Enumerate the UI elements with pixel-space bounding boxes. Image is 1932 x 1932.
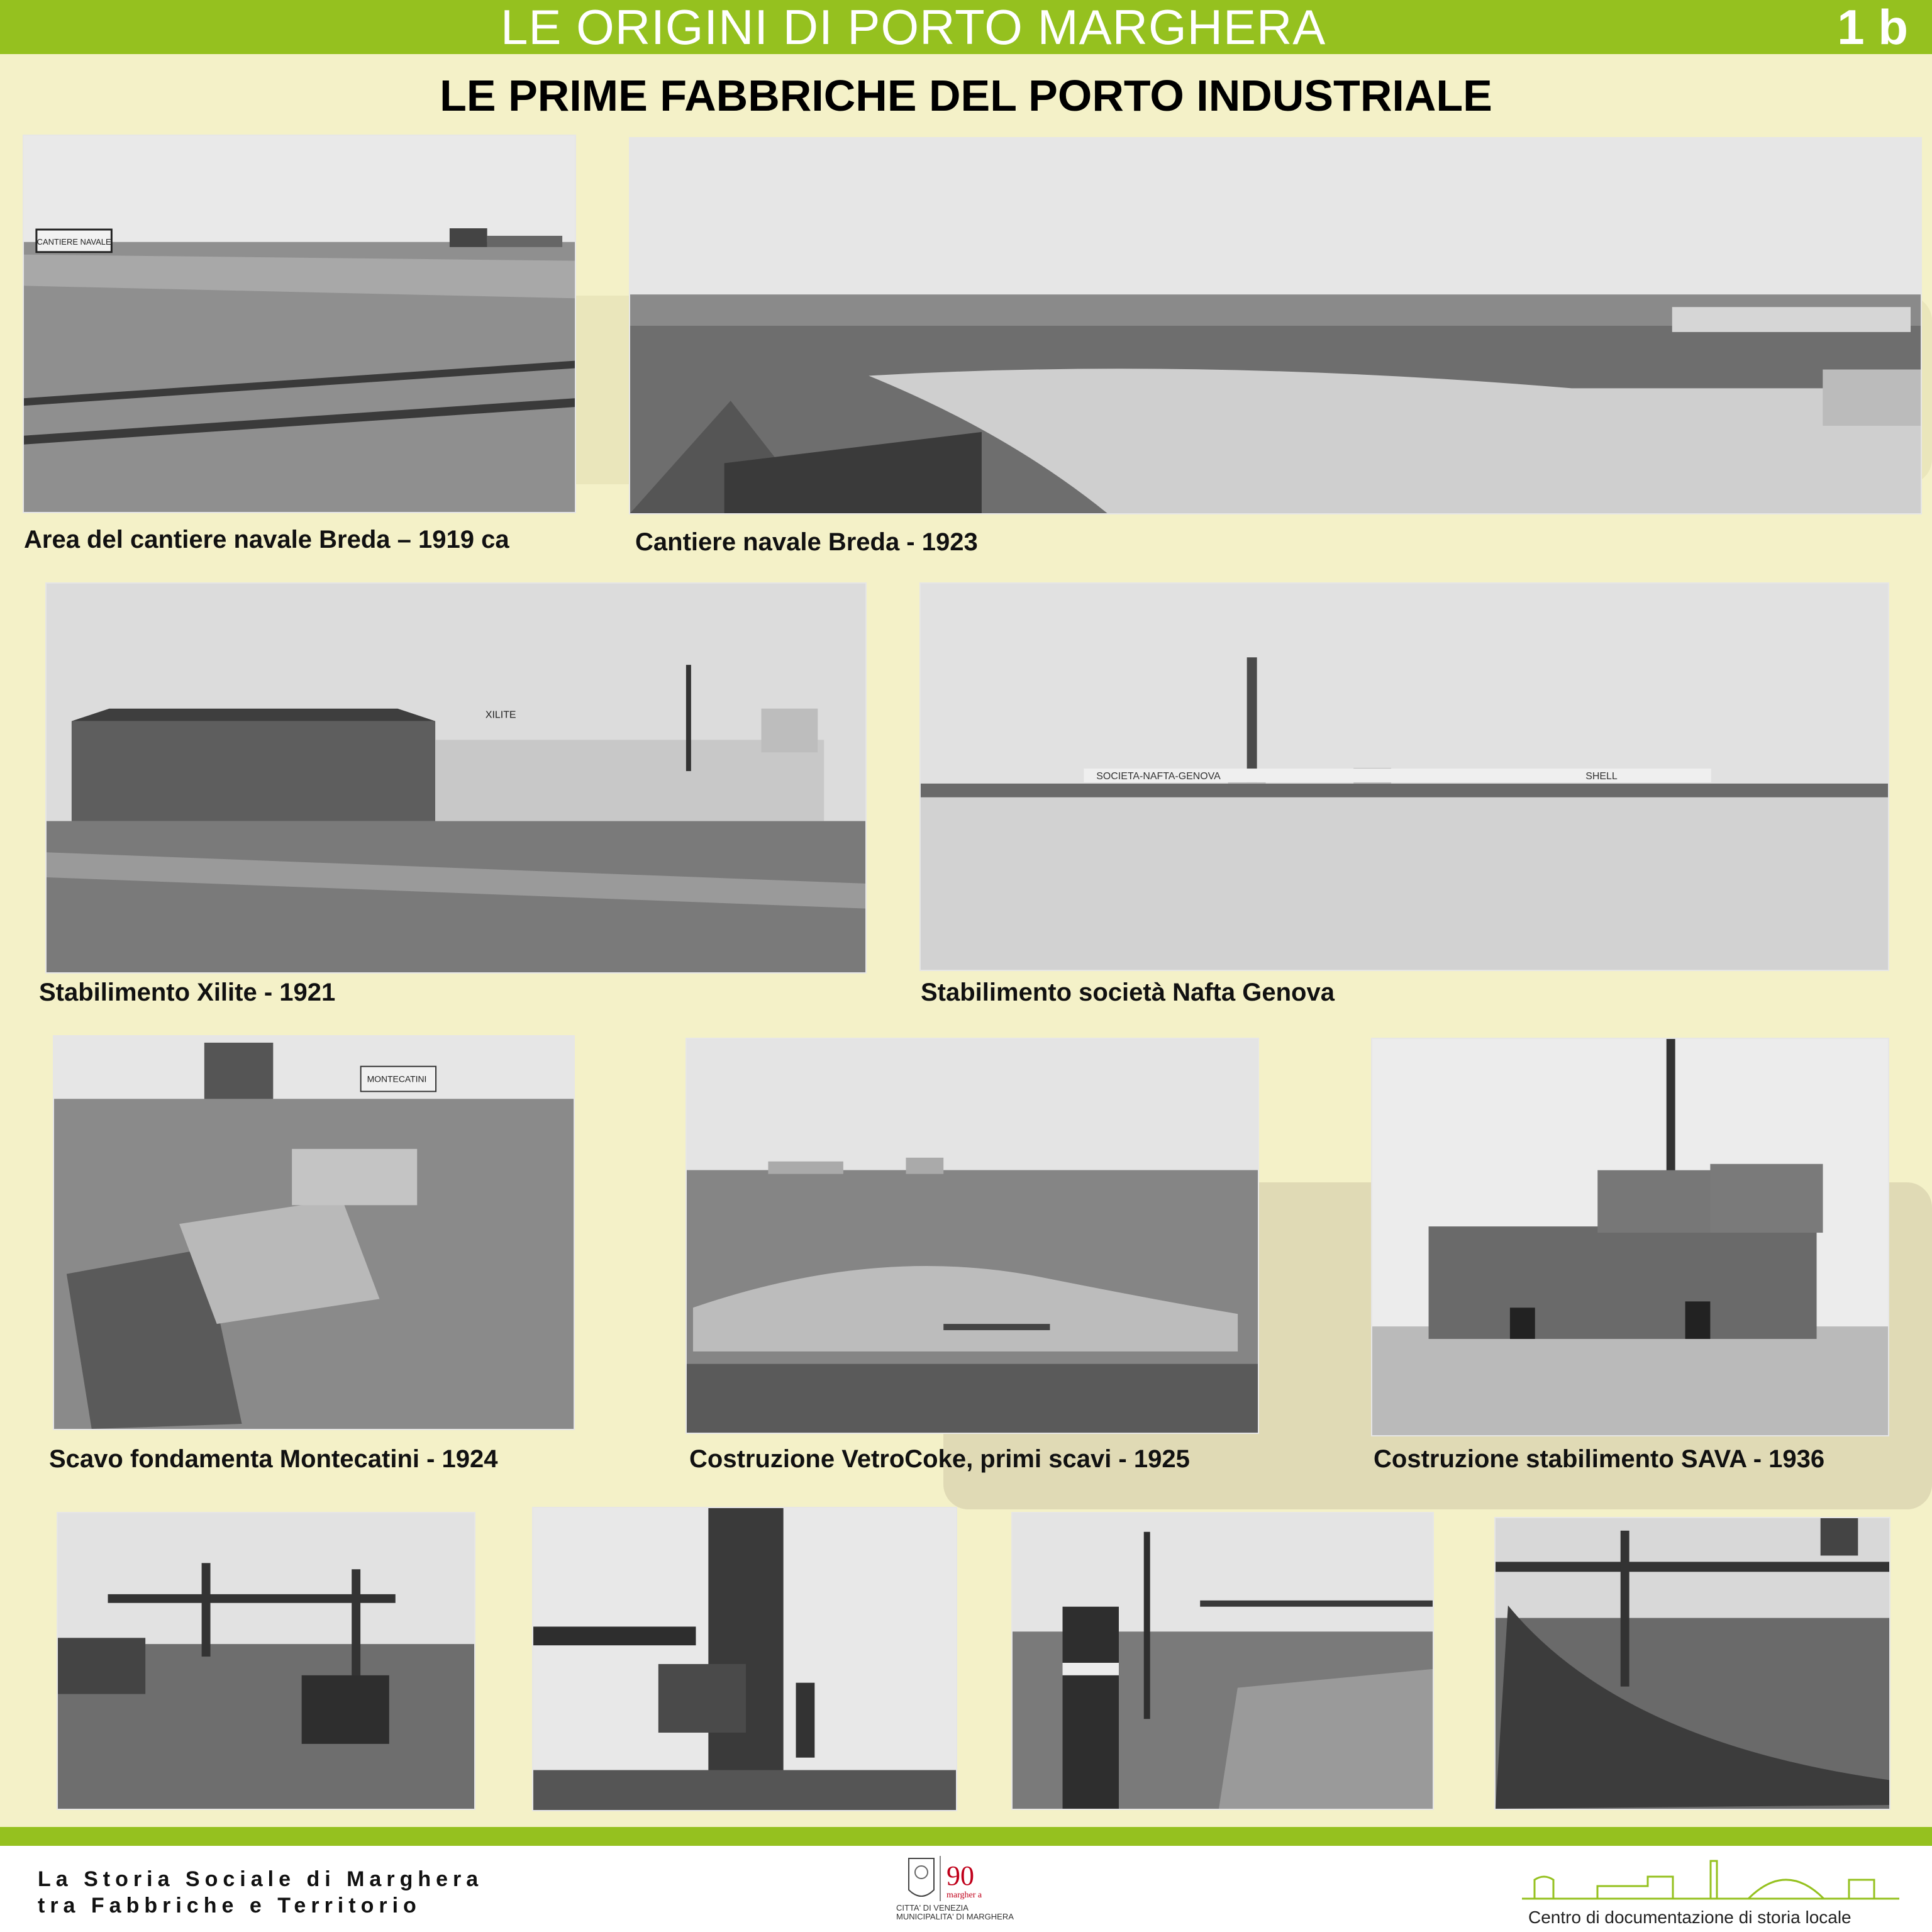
sign-text: SOCIETA-NAFTA-GENOVA bbox=[1096, 770, 1221, 782]
municipality-name bbox=[896, 1904, 1047, 1921]
photo-cantiere-1923 bbox=[629, 137, 1922, 514]
caption: Costruzione stabilimento SAVA - 1936 bbox=[1374, 1445, 1825, 1473]
photo-xilite-1921 bbox=[45, 582, 867, 974]
caption: Stabilimento società Nafta Genova bbox=[921, 979, 1335, 1006]
sign-text: MONTECATINI bbox=[367, 1074, 427, 1084]
photo-montecatini-1924 bbox=[53, 1035, 575, 1430]
caption: Area del cantiere navale Breda – 1919 ca bbox=[24, 526, 509, 553]
caption: Stabilimento Xilite - 1921 bbox=[39, 979, 336, 1006]
logo-number: 90 bbox=[947, 1860, 974, 1891]
photo-sava-1936 bbox=[1371, 1038, 1889, 1436]
page-title: LE ORIGINI DI PORTO MARGHERA bbox=[501, 0, 1326, 55]
skyline-logo bbox=[1522, 1848, 1899, 1905]
sign-text: CANTIERE NAVALE bbox=[36, 236, 111, 247]
title-bar bbox=[0, 0, 1932, 54]
sign-text: XILITE bbox=[485, 709, 516, 721]
footer-divider bbox=[0, 1827, 1932, 1846]
caption: Cantiere navale Breda - 1923 bbox=[635, 528, 978, 556]
documentation-center-name: Centro di documentazione di storia locale bbox=[1528, 1907, 1852, 1927]
footer bbox=[0, 1846, 1932, 1932]
photo-gru-camion bbox=[57, 1512, 475, 1810]
logo-word: margher a bbox=[947, 1890, 982, 1900]
sign-text: SHELL bbox=[1585, 770, 1618, 782]
photo-nafta-genova bbox=[919, 582, 1889, 971]
footer-line: La Storia Sociale di Marghera bbox=[38, 1867, 484, 1891]
page-subtitle: LE PRIME FABBRICHE DEL PORTO INDUSTRIALE bbox=[440, 71, 1492, 120]
photo-cantiere-1919 bbox=[23, 135, 576, 513]
footer-project-title bbox=[38, 1866, 483, 1919]
photo-nave-banchina bbox=[1011, 1512, 1434, 1810]
caption: Costruzione VetroCoke, primi scavi - 1925 bbox=[689, 1445, 1190, 1473]
panel-number: 1 b bbox=[1837, 0, 1908, 55]
municipality-line: CITTA' DI VENEZIA bbox=[896, 1903, 969, 1913]
footer-line: tra Fabbriche e Territorio bbox=[38, 1894, 421, 1918]
photo-gru-carbone bbox=[1494, 1517, 1890, 1810]
photo-gru-nave bbox=[532, 1507, 957, 1811]
photo-vetrocoke-1925 bbox=[686, 1038, 1259, 1434]
municipality-line: MUNICIPALITA' DI MARGHERA bbox=[896, 1912, 1014, 1921]
caption: Scavo fondamenta Montecatini - 1924 bbox=[49, 1445, 498, 1473]
